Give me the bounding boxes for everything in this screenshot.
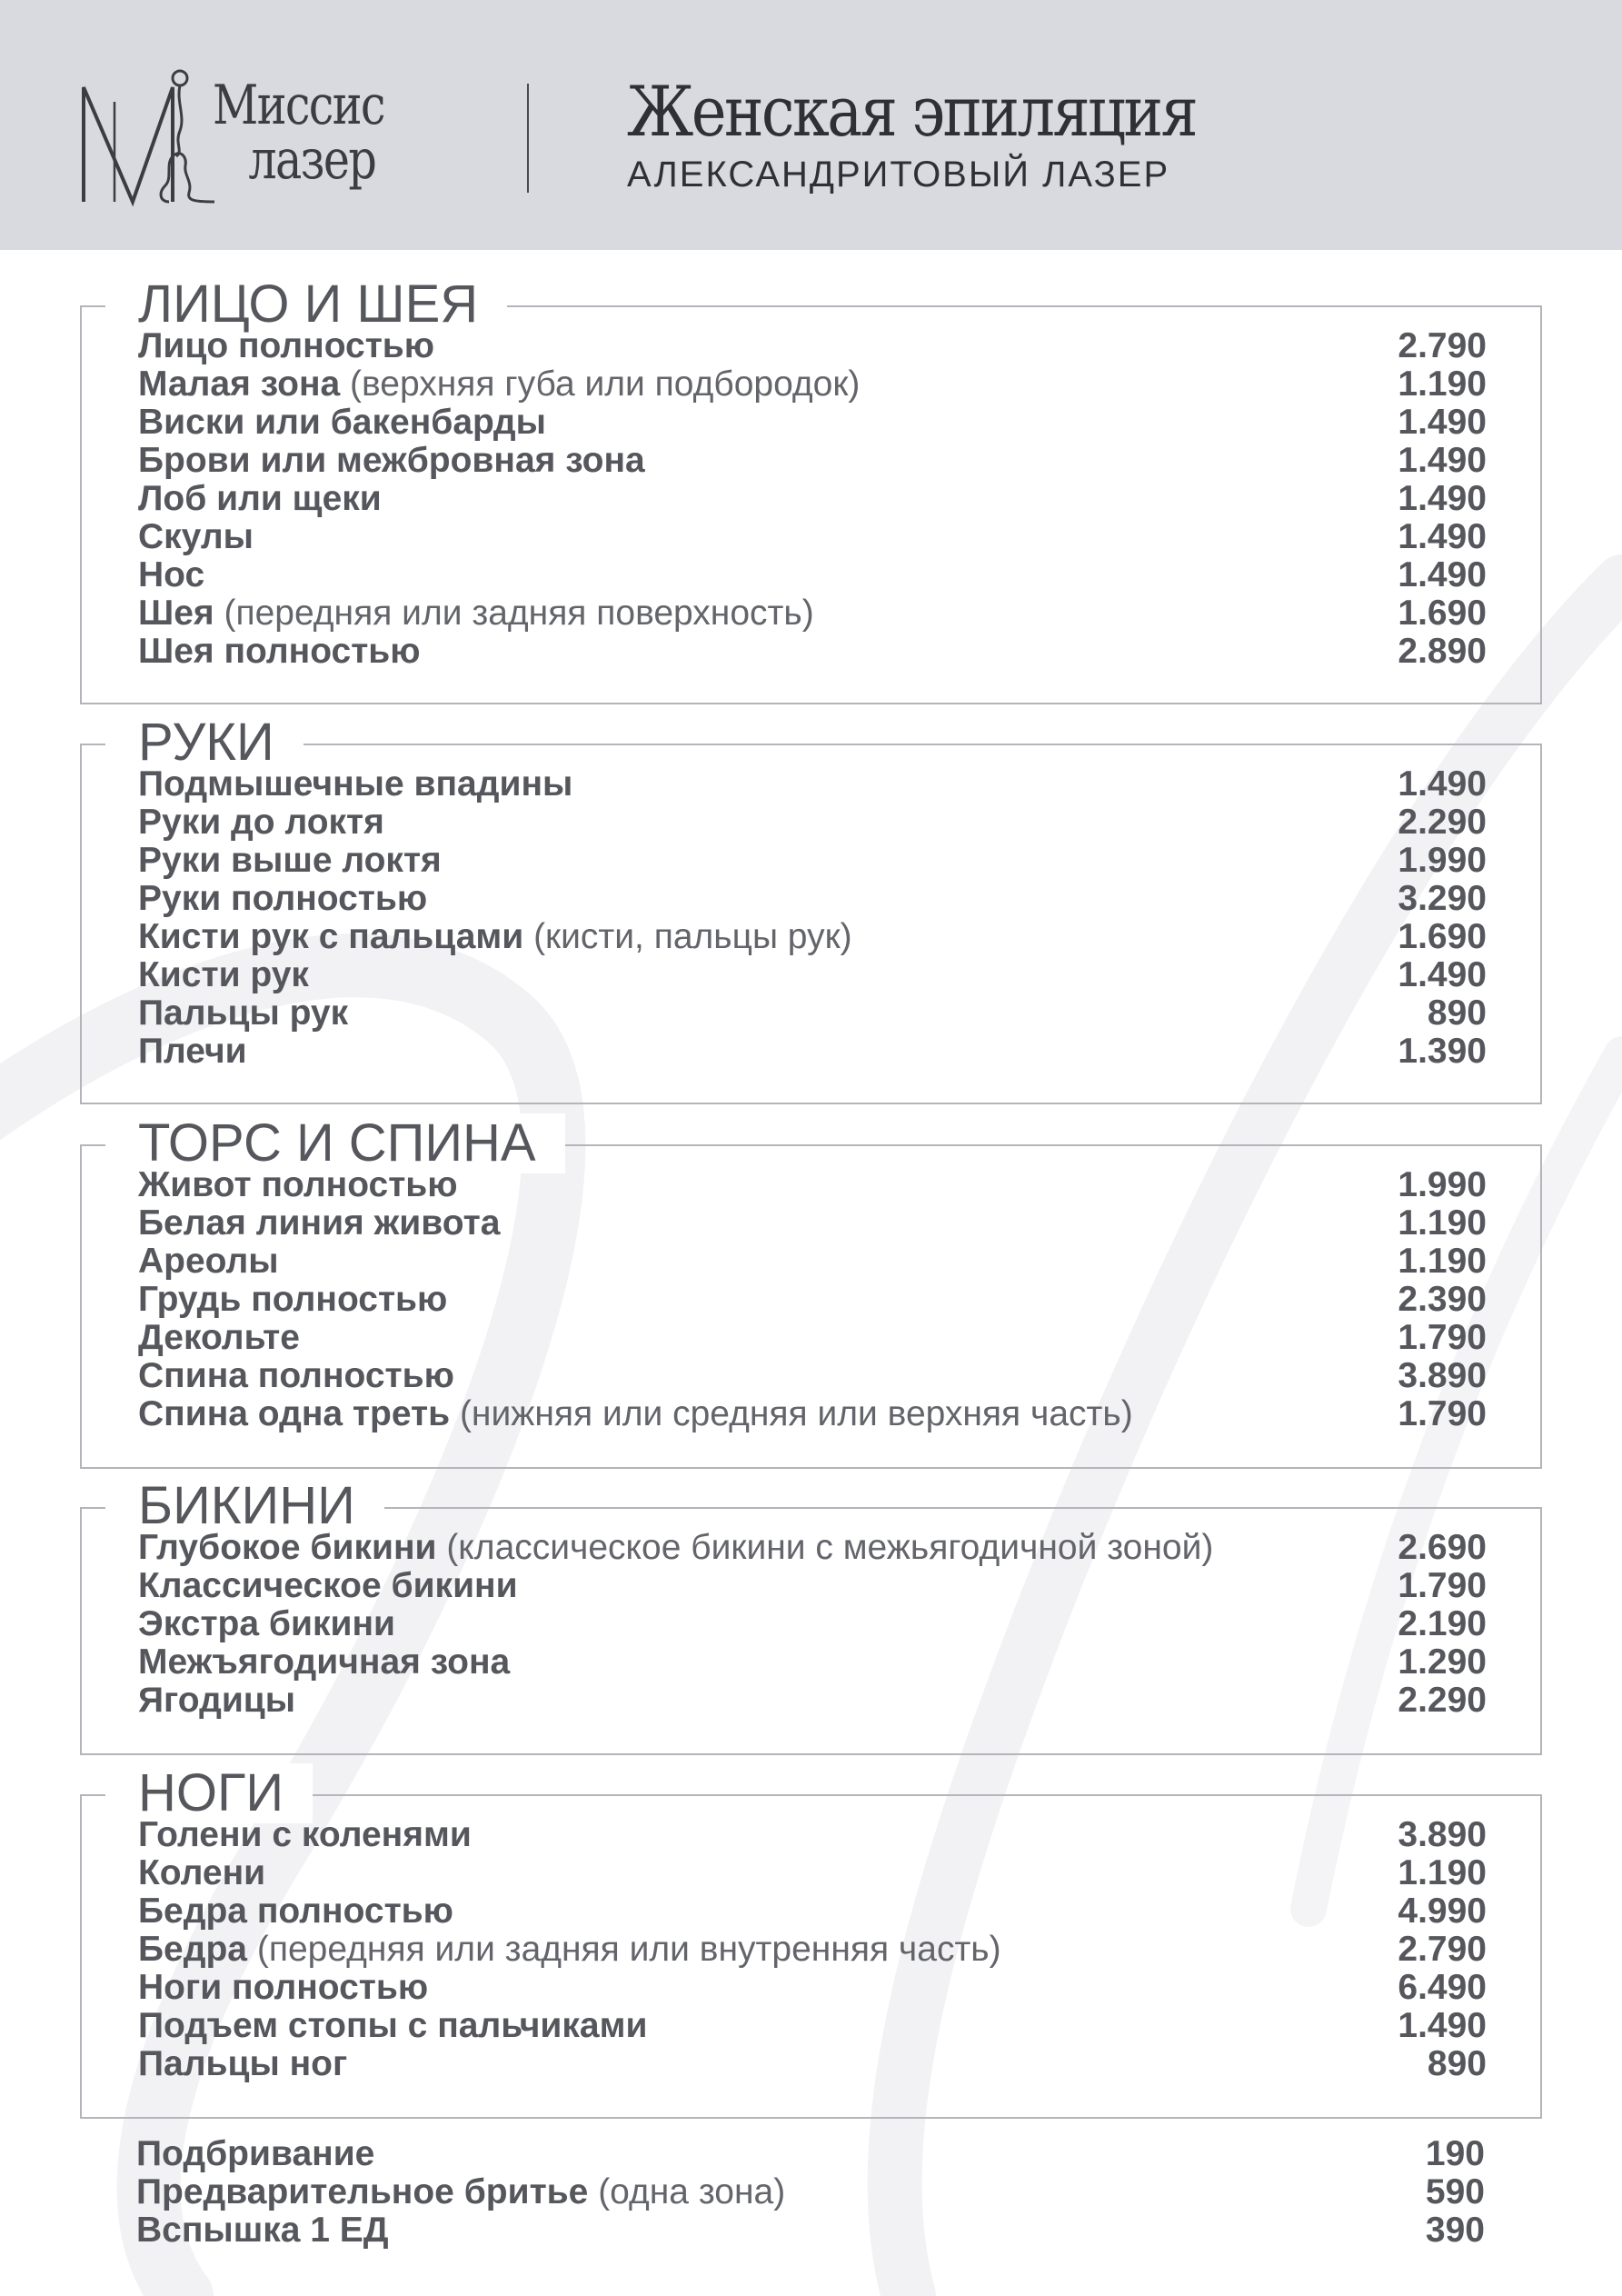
price-row	[138, 1357, 1487, 1395]
service-note: (нижняя или средняя или верхняя часть)	[450, 1394, 1133, 1433]
service-name: Белая линия живота	[138, 1203, 501, 1243]
logo-line-1: Миссис	[213, 74, 384, 137]
service-price: 1.490	[1398, 441, 1487, 480]
service-price: 1.290	[1398, 1642, 1487, 1682]
service-price: 3.890	[1398, 1356, 1487, 1395]
service-price: 2.290	[1398, 803, 1487, 842]
service-name: Бедра полностью	[138, 1892, 453, 1931]
service-name: Подъем стопы с пальчиками	[138, 2006, 648, 2045]
section-title: РУКИ	[105, 713, 304, 773]
price-row	[138, 804, 1487, 842]
service-price: 1.790	[1398, 1394, 1487, 1433]
price-row	[138, 1969, 1487, 2007]
service-name: Нос	[138, 555, 205, 594]
service-name: Колени	[138, 1853, 266, 1892]
price-row	[136, 2211, 1485, 2250]
service-price: 1.490	[1398, 955, 1487, 994]
price-row	[138, 633, 1487, 671]
price-row	[138, 2007, 1487, 2045]
price-row	[138, 518, 1487, 556]
price-row	[138, 404, 1487, 442]
price-row	[136, 2135, 1485, 2173]
logo-monogram-icon	[78, 65, 233, 211]
service-name: Пальцы ног	[138, 2044, 348, 2083]
price-section	[80, 713, 1542, 1104]
price-row	[138, 1854, 1487, 1892]
service-price: 1.490	[1398, 555, 1487, 594]
service-name: Спина полностью	[138, 1356, 454, 1395]
price-row	[138, 327, 1487, 365]
service-price: 1.690	[1398, 917, 1487, 956]
price-row	[138, 1319, 1487, 1357]
price-section	[80, 1476, 1542, 1755]
price-row	[138, 594, 1487, 633]
service-note: (классическое бикини с межьягодичной зоной)	[436, 1528, 1214, 1567]
price-row	[136, 2173, 1485, 2211]
price-row	[138, 1682, 1487, 1720]
service-price: 1.490	[1398, 2006, 1487, 2045]
price-row	[138, 1281, 1487, 1319]
price-row	[138, 442, 1487, 480]
price-section	[80, 1113, 1542, 1469]
service-price: 1.390	[1398, 1032, 1487, 1071]
service-price: 190	[1425, 2134, 1485, 2173]
service-price: 1.490	[1398, 403, 1487, 442]
service-price: 1.790	[1398, 1318, 1487, 1357]
service-name: Кисти рук	[138, 955, 309, 994]
service-name: Лоб или щеки	[138, 479, 382, 518]
service-price: 2.390	[1398, 1280, 1487, 1319]
service-price: 1.190	[1398, 1853, 1487, 1892]
service-note: (передняя или задняя поверхность)	[214, 594, 814, 633]
service-name: Руки выше локтя	[138, 841, 442, 880]
price-row	[138, 842, 1487, 880]
service-name: Ареолы	[138, 1242, 279, 1281]
service-price: 1.190	[1398, 364, 1487, 404]
price-row	[138, 1204, 1487, 1243]
service-price: 3.890	[1398, 1815, 1487, 1854]
price-row	[138, 1816, 1487, 1854]
price-section	[80, 275, 1542, 704]
service-name: Виски или бакенбарды	[138, 403, 546, 442]
price-row	[138, 365, 1487, 404]
service-price: 390	[1425, 2211, 1485, 2250]
service-note: (одна зона)	[588, 2172, 786, 2211]
service-name: Межъягодичная зона	[138, 1642, 511, 1682]
header-divider	[527, 84, 529, 193]
service-price: 2.690	[1398, 1528, 1487, 1567]
logo-wordmark	[213, 74, 384, 192]
service-name: Бедра	[138, 1930, 247, 1969]
service-name: Скулы	[138, 517, 254, 556]
service-name: Кисти рук с пальцами	[138, 917, 524, 956]
page-subtitle: АЛЕКСАНДРИТОВЫЙ ЛАЗЕР	[627, 155, 1170, 195]
logo-line-2: лазер	[248, 128, 376, 192]
service-name: Глубокое бикини	[138, 1528, 437, 1567]
service-price: 2.890	[1398, 632, 1487, 671]
price-row	[138, 1931, 1487, 1969]
price-row	[138, 480, 1487, 518]
service-name: Спина одна треть	[138, 1394, 451, 1433]
service-price: 4.990	[1398, 1892, 1487, 1931]
service-name: Декольте	[138, 1318, 300, 1357]
service-name: Шея	[138, 594, 214, 633]
header	[0, 0, 1622, 250]
service-name: Подбривание	[136, 2134, 375, 2173]
price-row	[138, 1643, 1487, 1682]
service-name: Подмышечные впадины	[138, 764, 573, 804]
service-price: 890	[1427, 2044, 1487, 2083]
price-row	[138, 1529, 1487, 1567]
service-name: Брови или межбровная зона	[138, 441, 645, 480]
price-row	[138, 880, 1487, 918]
price-row	[138, 956, 1487, 994]
price-row	[138, 1033, 1487, 1071]
service-price: 1.190	[1398, 1203, 1487, 1243]
service-name: Вспышка 1 ЕД	[136, 2211, 389, 2250]
service-price: 6.490	[1398, 1968, 1487, 2007]
price-row	[138, 1605, 1487, 1643]
service-name: Плечи	[138, 1032, 247, 1071]
service-name: Ягодицы	[138, 1681, 296, 1720]
service-price: 590	[1425, 2172, 1485, 2211]
service-price: 3.290	[1398, 879, 1487, 918]
service-name: Руки полностью	[138, 879, 428, 918]
service-name: Малая зона	[138, 364, 341, 404]
service-price: 2.790	[1398, 1930, 1487, 1969]
service-name: Экстра бикини	[138, 1604, 395, 1643]
service-price: 1.190	[1398, 1242, 1487, 1281]
price-row	[138, 1243, 1487, 1281]
service-name: Предварительное бритье	[136, 2172, 589, 2211]
service-name: Грудь полностью	[138, 1280, 448, 1319]
price-row	[138, 1567, 1487, 1605]
service-price: 1.690	[1398, 594, 1487, 633]
service-price: 2.790	[1398, 326, 1487, 365]
price-row	[138, 1395, 1487, 1433]
section-title: НОГИ	[105, 1763, 313, 1823]
service-price: 2.190	[1398, 1604, 1487, 1643]
service-name: Ноги полностью	[138, 1968, 429, 2007]
service-name: Голени с коленями	[138, 1815, 472, 1854]
price-row	[138, 2045, 1487, 2083]
logo	[78, 65, 460, 211]
service-name: Пальцы рук	[138, 993, 349, 1033]
service-price: 1.990	[1398, 841, 1487, 880]
service-name: Руки до локтя	[138, 803, 384, 842]
service-price: 890	[1427, 993, 1487, 1033]
service-price: 1.490	[1398, 517, 1487, 556]
page-title: Женская эпиляция	[627, 71, 1197, 152]
price-row	[138, 1166, 1487, 1204]
service-price: 1.790	[1398, 1566, 1487, 1605]
price-section	[80, 1763, 1542, 2119]
service-note: (кисти, пальцы рук)	[523, 917, 852, 956]
service-price: 1.490	[1398, 764, 1487, 804]
price-row	[138, 1892, 1487, 1931]
price-row	[138, 556, 1487, 594]
price-row	[138, 994, 1487, 1033]
price-row	[138, 918, 1487, 956]
service-name: Классическое бикини	[138, 1566, 518, 1605]
section-title: БИКИНИ	[105, 1476, 384, 1536]
section-title: ТОРС И СПИНА	[105, 1113, 565, 1173]
service-price: 2.290	[1398, 1681, 1487, 1720]
service-price: 1.990	[1398, 1165, 1487, 1204]
service-name: Шея полностью	[138, 632, 421, 671]
section-title: ЛИЦО И ШЕЯ	[105, 275, 507, 334]
service-name: Лицо полностью	[138, 326, 435, 365]
service-note: (верхняя губа или подбородок)	[340, 364, 861, 404]
service-price: 1.490	[1398, 479, 1487, 518]
service-note: (передняя или задняя или внутренняя часть)	[247, 1930, 1001, 1969]
price-row	[138, 765, 1487, 804]
service-name: Живот полностью	[138, 1165, 458, 1204]
